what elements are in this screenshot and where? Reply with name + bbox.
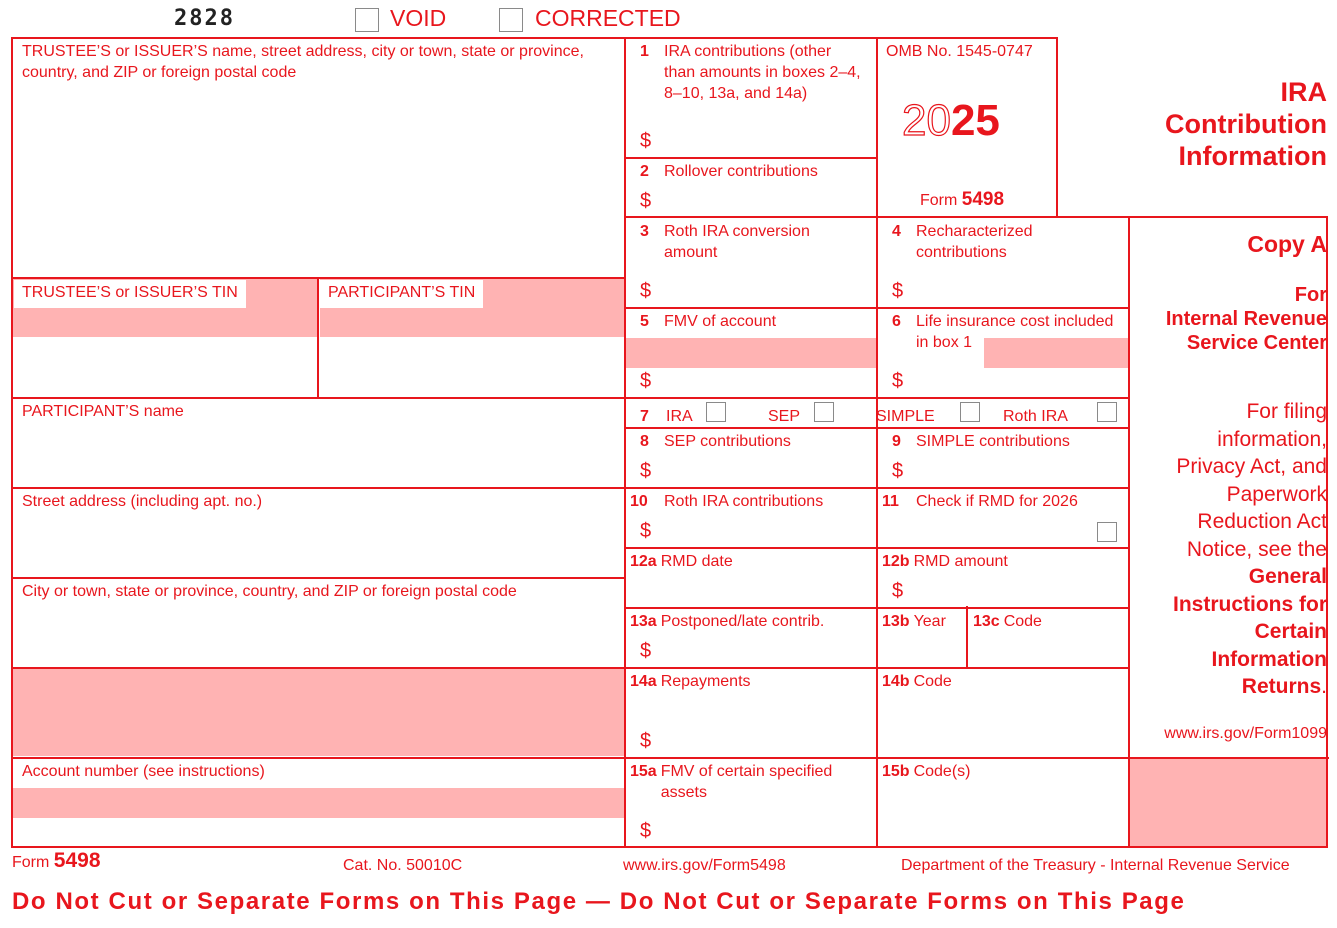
box5-text: FMV of account xyxy=(664,313,777,330)
box12b-number: 12b xyxy=(882,553,910,570)
box5-amount-field[interactable] xyxy=(660,368,872,394)
box9-number: 9 xyxy=(892,433,901,450)
participant-name-field[interactable] xyxy=(14,424,622,484)
box6-text: Life insurance cost included in box 1 xyxy=(916,313,1114,351)
box11-text: Check if RMD for 2026 xyxy=(916,493,1078,510)
box5-dollar: $ xyxy=(640,370,652,392)
box10-number: 10 xyxy=(630,493,648,510)
street-address-field[interactable] xyxy=(14,514,622,574)
box12b-amount-field[interactable] xyxy=(912,578,1124,604)
footer-url[interactable]: www.irs.gov/Form5498 xyxy=(623,857,786,874)
box7-roth-checkbox[interactable] xyxy=(1097,402,1117,422)
account-number-label: Account number (see instructions) xyxy=(14,760,273,788)
box1-number: 1 xyxy=(640,43,649,60)
footer-form-id xyxy=(12,849,101,873)
trustee-tin-field[interactable] xyxy=(14,338,316,396)
tax-year xyxy=(902,96,1000,146)
box1-text: IRA contributions (other than amounts in boxes 2–4, 8–10, 13a, and 14a) xyxy=(664,43,861,102)
notice-line4: Paperwork xyxy=(1226,482,1327,506)
box6-label xyxy=(892,311,1124,353)
box13c-label xyxy=(973,611,1042,632)
box7-number: 7 xyxy=(640,408,649,425)
box8-number: 8 xyxy=(640,433,649,450)
omb-form-number: 5498 xyxy=(961,189,1005,210)
left-h-577 xyxy=(11,577,626,579)
box13a-amount-field[interactable] xyxy=(660,638,872,664)
copy-a-label: Copy A xyxy=(1247,231,1327,257)
participant-tin-label: PARTICIPANT’S TIN xyxy=(320,280,483,308)
box13a-number: 13a xyxy=(630,613,657,630)
box14a-text: Repayments xyxy=(660,673,751,690)
box15b-label xyxy=(882,761,970,782)
side-title-line1: IRA xyxy=(1280,77,1327,107)
box11-number: 11 xyxy=(882,493,899,510)
mid-h-487 xyxy=(624,487,1129,489)
box15b-text: Code(s) xyxy=(913,763,971,780)
box3-label xyxy=(640,221,860,263)
box13c-code-field[interactable] xyxy=(970,636,1124,664)
notice-line6: Notice, see the xyxy=(1186,537,1327,561)
mid-h-397 xyxy=(624,397,1129,399)
box2-text: Rollover contributions xyxy=(664,163,818,180)
blank-shade-right xyxy=(1130,758,1327,846)
box2-label xyxy=(640,161,818,182)
box6-amount-field[interactable] xyxy=(912,368,1124,394)
tax-year-bold: 25 xyxy=(950,96,1000,145)
footer-dept: Department of the Treasury - Internal Revenue Service xyxy=(901,857,1290,874)
outer-left-line xyxy=(11,37,13,848)
box8-text: SEP contributions xyxy=(664,433,791,450)
notice-line11 xyxy=(1134,673,1327,701)
footer-form-number: 5498 xyxy=(53,849,101,872)
box13b-label xyxy=(882,611,946,632)
box15a-dollar: $ xyxy=(640,820,652,842)
notice-line8: Instructions for xyxy=(1172,592,1327,616)
mid-h-157 xyxy=(624,157,878,159)
notice-line7: General xyxy=(1248,565,1327,588)
omb-form-id xyxy=(920,189,1004,211)
b13bc-divider xyxy=(966,606,968,668)
box7-ira-label: IRA xyxy=(666,408,693,425)
box3-text: Roth IRA conversion amount xyxy=(664,223,810,261)
box14b-number: 14b xyxy=(882,673,910,690)
mid-h-216 xyxy=(624,216,1129,218)
notice-line1: For filing xyxy=(1246,400,1327,423)
box12b-dollar: $ xyxy=(892,580,904,602)
box13c-text: Code xyxy=(1003,613,1042,630)
box13a-text: Postponed/late contrib. xyxy=(660,613,825,630)
box9-label xyxy=(892,431,1070,452)
box8-amount-field[interactable] xyxy=(660,458,872,484)
box14b-text: Code xyxy=(913,673,952,690)
box4-label xyxy=(892,221,1122,263)
left-h-487 xyxy=(11,487,626,489)
copy-a-for-line2: Internal Revenue xyxy=(1165,308,1327,330)
box15b-number: 15b xyxy=(882,763,910,780)
box4-dollar: $ xyxy=(892,280,904,302)
city-state-field[interactable] xyxy=(14,604,622,664)
side-url[interactable]: www.irs.gov/Form1099 xyxy=(1164,725,1327,742)
omb-right-line xyxy=(1056,37,1058,217)
box12a-date-field[interactable] xyxy=(630,576,872,604)
box12a-number: 12a xyxy=(630,553,657,570)
box15a-text: FMV of certain specified assets xyxy=(660,763,833,801)
box4-number: 4 xyxy=(892,223,901,240)
box14a-number: 14a xyxy=(630,673,657,690)
city-state-label: City or town, state or province, country, and ZIP or foreign postal code xyxy=(22,583,517,600)
mid-h-307 xyxy=(624,307,1129,309)
notice-period: . xyxy=(1321,675,1327,698)
void-checkbox[interactable] xyxy=(355,8,379,32)
notice-line2: information, xyxy=(1217,427,1327,451)
mid-h-547 xyxy=(624,547,1129,549)
notice-line5: Reduction Act xyxy=(1197,510,1327,533)
box15a-label xyxy=(630,761,870,803)
outer-top-line xyxy=(11,37,1058,39)
notice-returns: Returns xyxy=(1241,675,1322,698)
account-shade xyxy=(13,788,624,818)
copy-a-for-line3: Service Center xyxy=(1186,332,1327,354)
box7-simple-checkbox[interactable] xyxy=(960,402,980,422)
box7-roth-label: Roth IRA xyxy=(1003,408,1068,425)
box3-dollar: $ xyxy=(640,280,652,302)
notice-line10: Information xyxy=(1211,647,1327,671)
left-h-757 xyxy=(11,757,626,759)
side-title-line3: Information xyxy=(1178,141,1327,171)
box7-sep-label: SEP xyxy=(768,408,801,425)
box4-amount-field[interactable] xyxy=(912,278,1124,304)
box13b-text: Year xyxy=(913,613,946,630)
box11-rmd-checkbox[interactable] xyxy=(1097,522,1117,542)
footer-form-word: Form xyxy=(12,854,50,871)
corrected-checkbox[interactable] xyxy=(499,8,523,32)
box5-number: 5 xyxy=(640,313,649,330)
box5-label xyxy=(640,311,776,332)
box8-label xyxy=(640,431,791,452)
copy-a-for-line1: For xyxy=(1294,284,1327,306)
trustee-name-label: TRUSTEE’S or ISSUER’S name, street address, city or town, state or province, country, and ZIP or foreign postal code xyxy=(22,43,584,81)
mid-h-607 xyxy=(624,607,1129,609)
omb-number: OMB No. 1545-0747 xyxy=(886,43,1033,60)
mid-h-667 xyxy=(624,667,1129,669)
notice-line9: Certain xyxy=(1254,620,1327,643)
box10-text: Roth IRA contributions xyxy=(664,493,824,510)
box6-number: 6 xyxy=(892,313,901,330)
box15a-number: 15a xyxy=(630,763,657,780)
box14b-label xyxy=(882,671,952,692)
mid-h-757 xyxy=(624,757,1329,759)
account-number-field[interactable] xyxy=(14,818,622,844)
form-code: 2828 xyxy=(174,6,235,31)
mid-h-427 xyxy=(624,427,1129,429)
box9-dollar: $ xyxy=(892,460,904,482)
participant-tin-field[interactable] xyxy=(320,338,622,396)
side-notice xyxy=(1134,398,1327,701)
box14a-dollar: $ xyxy=(640,730,652,752)
col-divider-3 xyxy=(1128,216,1130,848)
trustee-name-field[interactable] xyxy=(14,86,622,274)
box9-amount-field[interactable] xyxy=(912,458,1124,484)
box3-number: 3 xyxy=(640,223,649,240)
box5-shade xyxy=(626,338,876,368)
box1-label xyxy=(640,41,865,104)
box14b-code-field[interactable] xyxy=(880,696,1124,754)
box13c-number: 13c xyxy=(973,613,1000,630)
left-h-397 xyxy=(11,397,626,399)
box13b-year-field[interactable] xyxy=(880,636,964,664)
box9-text: SIMPLE contributions xyxy=(916,433,1070,450)
box1-dollar: $ xyxy=(640,130,652,152)
tin-divider xyxy=(317,277,319,398)
blank-shade-left xyxy=(13,668,624,756)
omb-form-word: Form xyxy=(920,192,958,209)
box10-amount-field[interactable] xyxy=(660,518,872,544)
box11-label xyxy=(882,491,1078,512)
box7-sep-checkbox[interactable] xyxy=(814,402,834,422)
void-label: VOID xyxy=(390,5,447,31)
box13a-label xyxy=(630,611,824,632)
box8-dollar: $ xyxy=(640,460,652,482)
corrected-label: CORRECTED xyxy=(535,5,681,31)
box2-amount-field[interactable] xyxy=(660,188,872,214)
box13b-number: 13b xyxy=(882,613,910,630)
box14a-label xyxy=(630,671,751,692)
box6-dollar: $ xyxy=(892,370,904,392)
box12a-label xyxy=(630,551,733,572)
street-address-label: Street address (including apt. no.) xyxy=(22,493,263,510)
trustee-tin-label: TRUSTEE’S or ISSUER’S TIN xyxy=(14,280,246,308)
box1-amount-field[interactable] xyxy=(660,128,872,154)
left-h-277 xyxy=(11,277,626,279)
box7-ira-checkbox[interactable] xyxy=(706,402,726,422)
box4-text: Recharacterized contributions xyxy=(916,223,1033,261)
box7-simple-label: SIMPLE xyxy=(876,408,935,425)
box12b-label xyxy=(882,551,1008,572)
participant-name-label: PARTICIPANT’S name xyxy=(22,403,184,420)
outer-bottom-line xyxy=(11,846,1328,848)
box12b-text: RMD amount xyxy=(913,553,1008,570)
side-title xyxy=(1080,76,1327,172)
notice-line3: Privacy Act, and xyxy=(1176,455,1327,478)
box14a-amount-field[interactable] xyxy=(660,728,872,754)
footer-cat-no: Cat. No. 50010C xyxy=(343,857,463,874)
box10-label xyxy=(630,491,823,512)
side-title-line2: Contribution xyxy=(1165,109,1327,139)
box12a-text: RMD date xyxy=(660,553,733,570)
box13a-dollar: $ xyxy=(640,640,652,662)
box15a-amount-field[interactable] xyxy=(660,818,872,844)
footer-warning: Do Not Cut or Separate Forms on This Page — Do Not Cut or Separate Forms on This Page xyxy=(12,888,1186,915)
copy-a-for xyxy=(1135,283,1327,355)
left-h-667 xyxy=(11,667,626,669)
box2-dollar: $ xyxy=(640,190,652,212)
box3-amount-field[interactable] xyxy=(660,278,872,304)
box2-number: 2 xyxy=(640,163,649,180)
tax-year-light: 20 xyxy=(902,96,951,145)
box15b-codes-field[interactable] xyxy=(880,786,1124,844)
box10-dollar: $ xyxy=(640,520,652,542)
